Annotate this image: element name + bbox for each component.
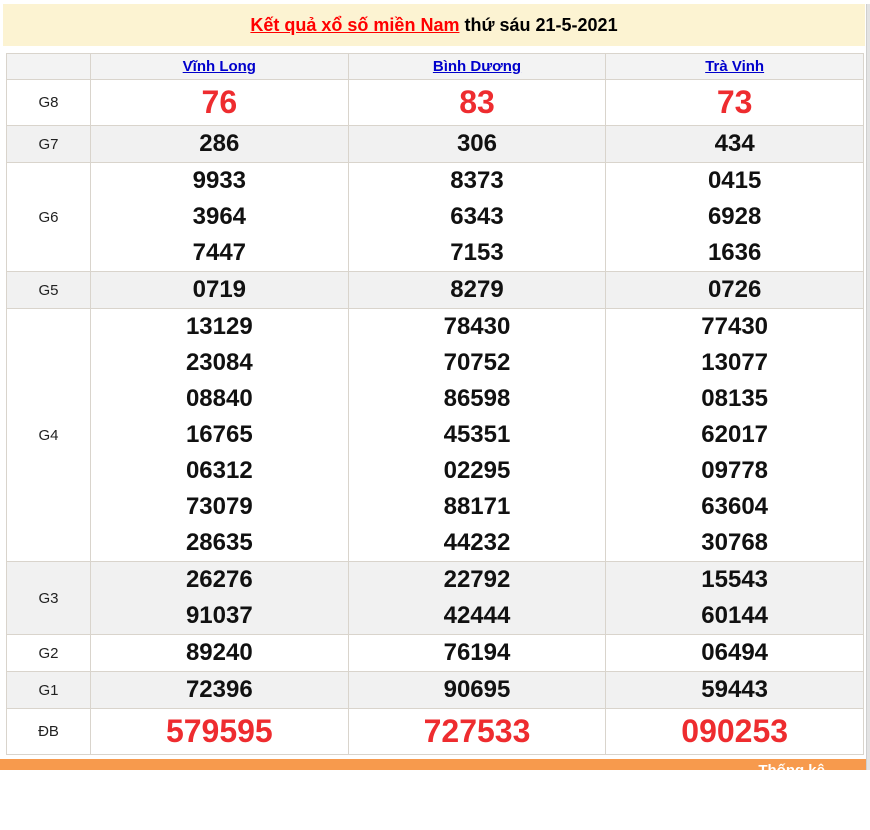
table-header-row	[7, 54, 864, 80]
result-number: 30768	[701, 529, 769, 556]
result-cell	[91, 562, 349, 635]
result-number: 44232	[443, 529, 511, 556]
prize-label: G4	[7, 309, 91, 562]
column-header-vinh-long	[91, 54, 349, 80]
result-number: 86598	[443, 385, 511, 412]
result-cell	[91, 163, 349, 272]
result-cell	[348, 672, 606, 709]
prize-row-G7	[7, 126, 864, 163]
prize-label: G5	[7, 272, 91, 309]
result-cell	[348, 635, 606, 672]
result-number: 26276	[185, 566, 253, 593]
result-number: 89240	[185, 639, 253, 666]
result-cell	[348, 272, 606, 309]
result-number: 06312	[185, 457, 253, 484]
prize-label: G8	[7, 80, 91, 126]
result-number: 727533	[423, 713, 531, 749]
result-cell	[91, 126, 349, 163]
province-link-tra-vinh[interactable]: Trà Vinh	[705, 58, 765, 75]
result-cell	[91, 309, 349, 562]
result-cell	[91, 672, 349, 709]
result-number: 7153	[450, 239, 504, 266]
prize-label: G6	[7, 163, 91, 272]
prize-row-G5	[7, 272, 864, 309]
prize-label: ĐB	[7, 709, 91, 755]
result-number: 72396	[185, 676, 253, 703]
footer-left-text[interactable]: Đầu đuôi Quay thử Quay số	[33, 779, 249, 796]
result-cell	[606, 126, 864, 163]
result-number: 0726	[707, 276, 762, 303]
result-cell	[606, 709, 864, 755]
result-number: 8373	[450, 167, 504, 194]
prize-label: G1	[7, 672, 91, 709]
result-number: 6343	[450, 203, 504, 230]
result-number: 59443	[701, 676, 769, 703]
result-cell	[606, 309, 864, 562]
result-number: 8279	[450, 276, 504, 303]
result-cell	[348, 709, 606, 755]
results-table	[6, 53, 864, 755]
result-number: 286	[199, 130, 240, 157]
result-number: 83	[459, 84, 495, 120]
prize-label: G7	[7, 126, 91, 163]
result-number: 090253	[681, 713, 789, 749]
result-number: 70752	[443, 349, 511, 376]
footer-bar[interactable]	[0, 759, 870, 796]
result-number: 45351	[443, 421, 511, 448]
result-number: 08840	[185, 385, 253, 412]
result-cell	[348, 309, 606, 562]
result-number: 6928	[707, 203, 762, 230]
result-cell	[348, 562, 606, 635]
result-number: 63604	[701, 493, 769, 520]
prize-label: G2	[7, 635, 91, 672]
column-header-tra-vinh	[606, 54, 864, 80]
prize-row-G1	[7, 672, 864, 709]
province-link-vinh-long[interactable]: Vĩnh Long	[182, 58, 256, 75]
result-number: 73079	[185, 493, 253, 520]
result-number: 60144	[701, 602, 769, 629]
prize-row-G2	[7, 635, 864, 672]
result-number: 0415	[707, 167, 762, 194]
result-number: 09778	[701, 457, 769, 484]
prize-row-G8	[7, 80, 864, 126]
result-number: 77430	[701, 313, 769, 340]
result-number: 22792	[443, 566, 511, 593]
result-number: 9933	[192, 167, 247, 194]
result-cell	[348, 126, 606, 163]
prize-row-G3	[7, 562, 864, 635]
result-cell	[91, 80, 349, 126]
result-number: 3964	[192, 203, 247, 230]
prize-row-G6	[7, 163, 864, 272]
column-header-binh-duong	[348, 54, 606, 80]
result-cell	[91, 272, 349, 309]
result-number: 7447	[192, 239, 247, 266]
result-cell	[348, 80, 606, 126]
result-number: 42444	[443, 602, 511, 629]
result-number: 23084	[185, 349, 253, 376]
page-title	[3, 4, 865, 46]
result-number: 08135	[701, 385, 769, 412]
footer-links-clipped[interactable]	[0, 762, 870, 830]
result-cell	[606, 635, 864, 672]
result-number: 06494	[701, 639, 769, 666]
scrollbar-track[interactable]	[866, 4, 870, 770]
result-cell	[91, 709, 349, 755]
result-number: 16765	[185, 421, 253, 448]
result-number: 62017	[701, 421, 769, 448]
result-cell	[606, 272, 864, 309]
result-number: 1636	[707, 239, 762, 266]
result-number: 88171	[443, 493, 511, 520]
result-number: 306	[456, 130, 497, 157]
result-cell	[606, 163, 864, 272]
result-cell	[606, 562, 864, 635]
result-number: 434	[714, 130, 755, 157]
prize-row-ĐB	[7, 709, 864, 755]
prize-label: G3	[7, 562, 91, 635]
result-number: 13077	[701, 349, 769, 376]
result-number: 13129	[185, 313, 253, 340]
province-link-binh-duong[interactable]: Bình Dương	[432, 58, 522, 75]
result-cell	[91, 635, 349, 672]
prize-column-header-empty	[7, 54, 91, 80]
result-cell	[348, 163, 606, 272]
result-number: 76194	[443, 639, 511, 666]
result-cell	[606, 672, 864, 709]
result-number: 91037	[185, 602, 253, 629]
title-date-text: thứ sáu 21-5-2021	[459, 14, 618, 35]
result-number: 28635	[185, 529, 253, 556]
result-number: 78430	[443, 313, 511, 340]
result-number: 90695	[443, 676, 511, 703]
prize-row-G4	[7, 309, 864, 562]
result-number: 76	[201, 84, 238, 120]
title-link[interactable]: Kết quả xổ số miền Nam	[250, 14, 460, 35]
result-number: 02295	[443, 457, 511, 484]
result-number: 73	[716, 84, 753, 120]
result-cell	[606, 80, 864, 126]
footer-right-text[interactable]: Thống kê	[758, 762, 825, 779]
result-number: 0719	[192, 276, 247, 303]
result-number: 579595	[165, 713, 273, 749]
result-number: 15543	[701, 566, 769, 593]
